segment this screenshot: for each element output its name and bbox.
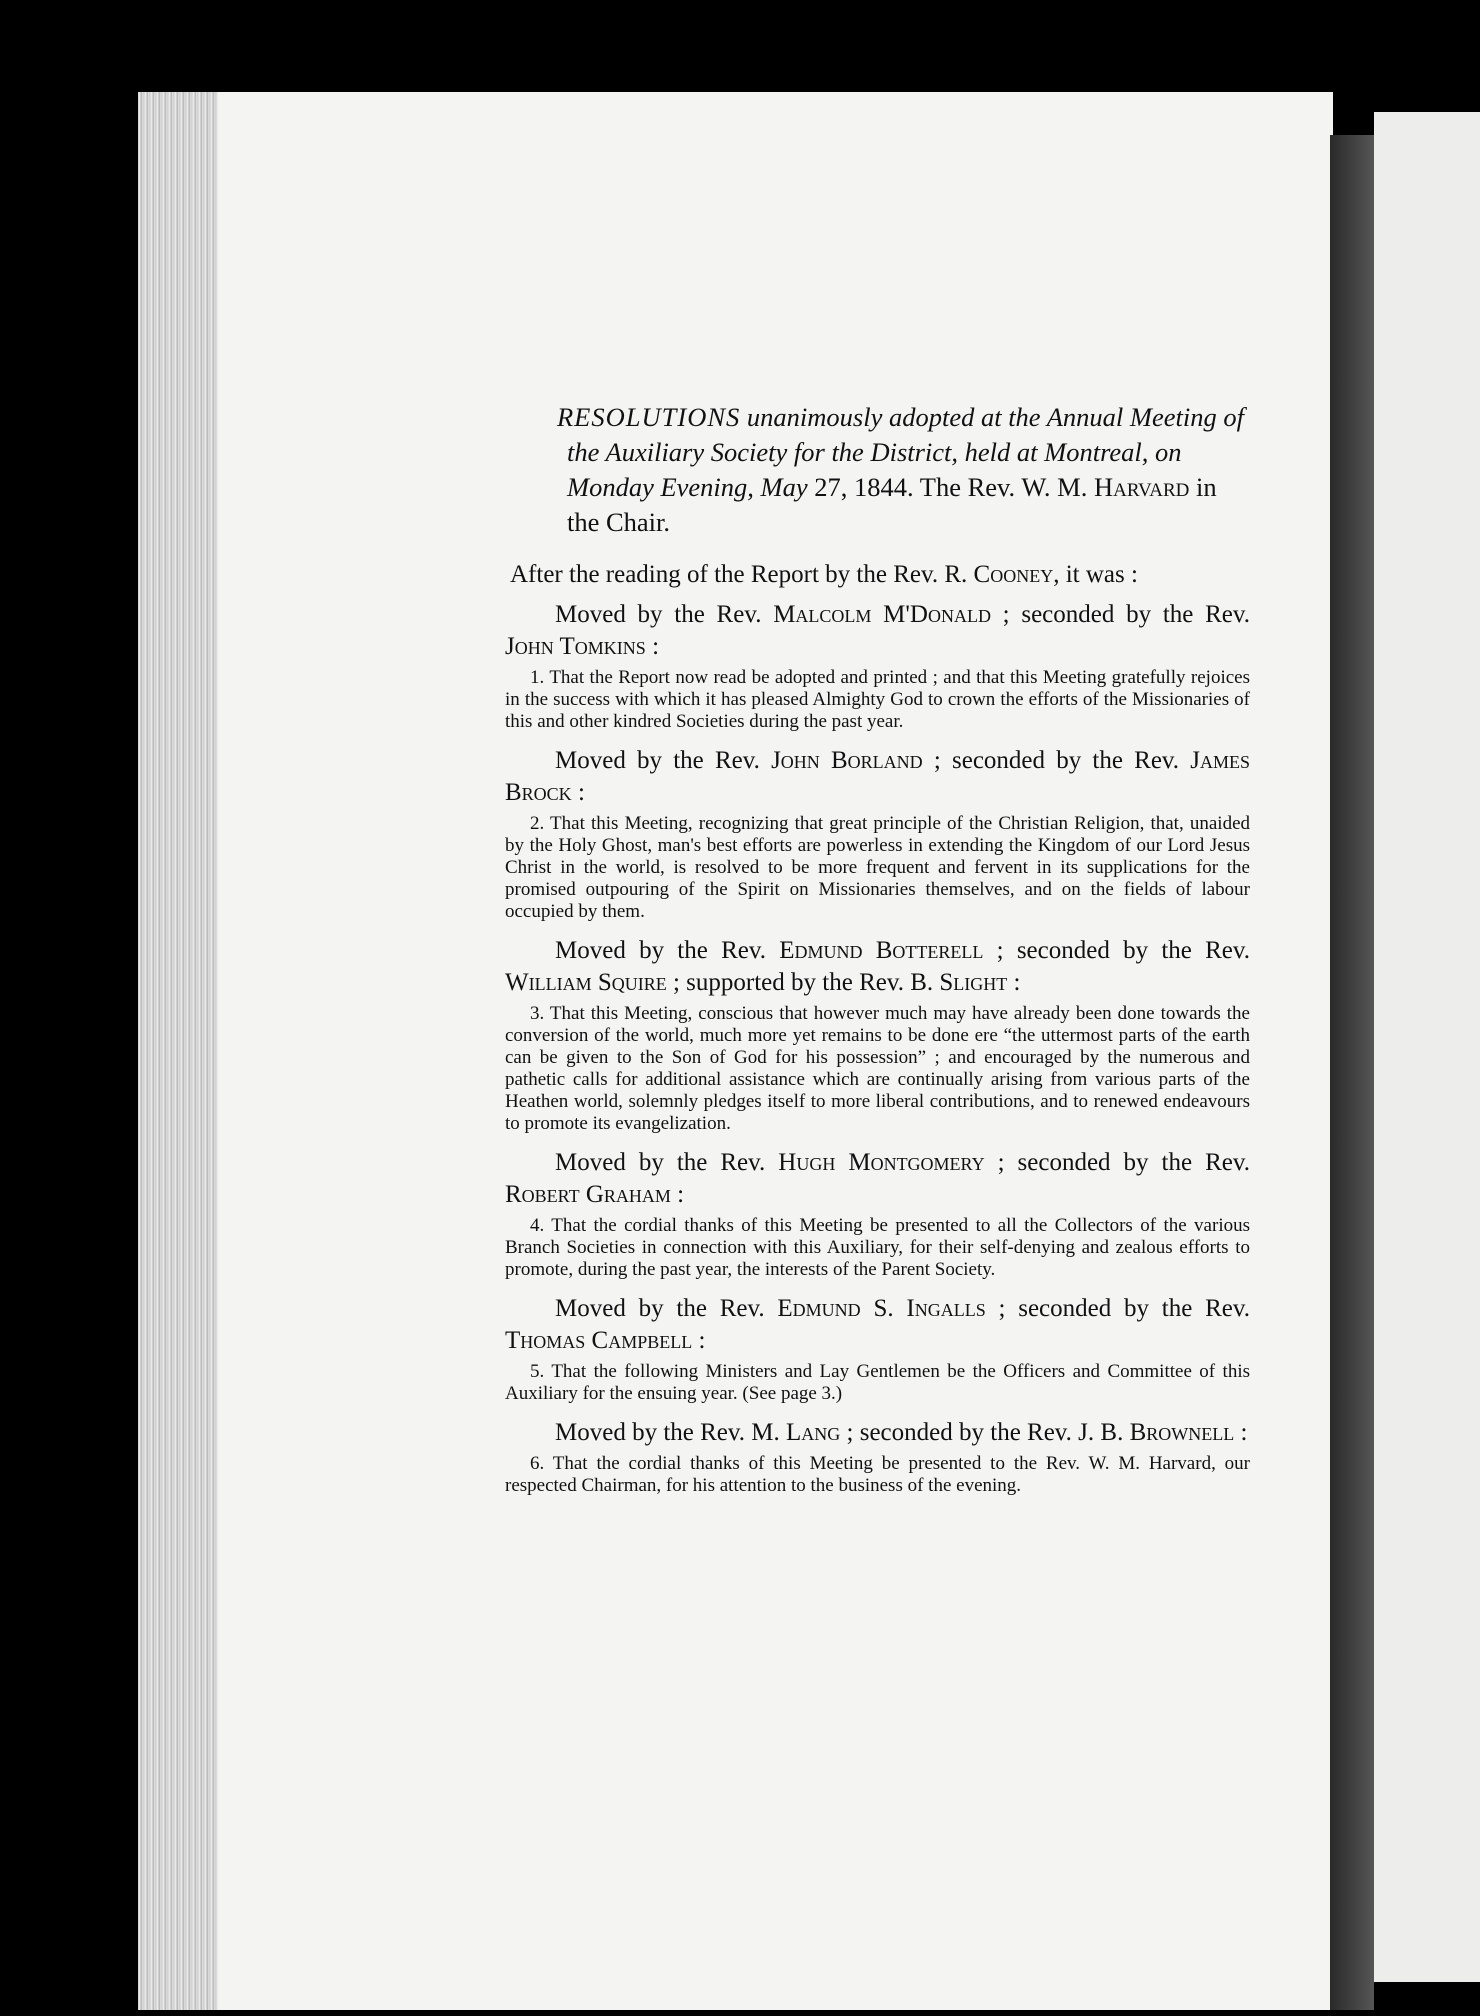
resolution-4: 4. That the cordial thanks of this Meeting be presented to all the Collectors of the various Branch Societies in connection with this Auxiliary, for their self-denying and zealous efforts to promote, during the past year, the interests of the Parent Society. <box>505 1215 1250 1280</box>
resolution-5: 5. That the following Ministers and Lay Gentlemen be the Officers and Committee of this Auxiliary for the ensuing year. (See page 3.) <box>505 1361 1250 1404</box>
heading-chair-suffix: in the Chair. <box>567 472 1217 537</box>
seconder-name: Robert Graham <box>505 1181 671 1208</box>
page-edges <box>138 92 218 2010</box>
seconder-name: Brownell <box>1129 1419 1235 1446</box>
motion-6: Moved by the Rev. M. Lang ; seconded by the Rev. J. B. Brownell : <box>555 1419 1248 1446</box>
seconder-name: John Tomkins <box>505 633 646 660</box>
heading-date: 27, 1844. The Rev. W. M. <box>807 472 1094 502</box>
resolutions-heading <box>505 400 1250 540</box>
intro-name: Cooney <box>973 561 1054 588</box>
motion-5: Moved by the Rev. Edmund S. Ingalls ; seconded by the Rev. Thomas Campbell : <box>505 1295 1251 1354</box>
heading-keyword: RESOLUTIONS <box>557 402 741 432</box>
motion-4: Moved by the Rev. Hugh Montgomery ; seconded by the Rev. Robert Graham : <box>505 1149 1250 1208</box>
mover-name: John Borland <box>771 747 923 774</box>
motion-2: Moved by the Rev. John Borland ; seconded by the Rev. James Brock : <box>505 747 1251 806</box>
supporter-name: Slight <box>939 969 1008 996</box>
resolution-2: 2. That this Meeting, recognizing that great principle of the Christian Religion, that, unaided by the Holy Ghost, man's best efforts are powerless in extending the Kingdom of our Lord Jesus Christ in the world, is resolved to be more frequent and fervent in its supplications for the promised outpouring of the Spirit on Missionaries themselves, and on the fields of labour occupied by them. <box>505 813 1250 922</box>
mover-name: Lang <box>786 1419 841 1446</box>
intro-text: After the reading of the Report by the Rev. R. <box>510 561 974 588</box>
seconder-name: Thomas Campbell <box>505 1327 693 1354</box>
mover-name: Edmund S. Ingalls <box>777 1295 986 1322</box>
mover-name: Hugh Montgomery <box>778 1149 985 1176</box>
mover-name: Malcolm M'Donald <box>773 601 991 628</box>
intro-paragraph <box>505 558 1250 591</box>
page-content <box>505 400 1250 1509</box>
motion-1: Moved by the Rev. Malcolm M'Donald ; seconded by the Rev. John Tomkins : <box>505 601 1251 660</box>
intro-text-end: , it was : <box>1053 561 1138 588</box>
heading-chair-name: Harvard <box>1093 472 1190 502</box>
mover-name: Edmund Botterell <box>779 937 984 964</box>
resolution-6: 6. That the cordial thanks of this Meeting be presented to the Rev. W. M. Harvard, our respected Chairman, for his attention to the business of the evening. <box>505 1453 1250 1496</box>
seconder-name: James Brock <box>505 747 1251 806</box>
motion-3: Moved by the Rev. Edmund Botterell ; seconded by the Rev. William Squire ; supported by the Rev. B. Slight : <box>505 937 1251 996</box>
adjacent-page-edge <box>1374 112 1480 1982</box>
heading-description: unanimously adopted at the Annual Meeting of the Auxiliary Society for the District, held at Montreal, on Monday Evening, May <box>567 402 1244 502</box>
book-gutter <box>1330 135 1374 2010</box>
resolution-1: 1. That the Report now read be adopted and printed ; and that this Meeting gratefully rejoices in the success with which it has pleased Almighty God to crown the efforts of the Missionaries of this and other kindred Societies during the past year. <box>505 667 1250 732</box>
seconder-name: William Squire <box>505 969 667 996</box>
resolution-3: 3. That this Meeting, conscious that however much may have already been done towards the conversion of the world, much more yet remains to be done ere “the uttermost parts of the earth can be given to the Son of God for his possession” ; and encouraged by the numerous and pathetic calls for additional assistance which are continually arising from various parts of the Heathen world, solemnly pledges itself to more liberal contributions, and to renewed endeavours to promote its evangelization. <box>505 1003 1250 1134</box>
